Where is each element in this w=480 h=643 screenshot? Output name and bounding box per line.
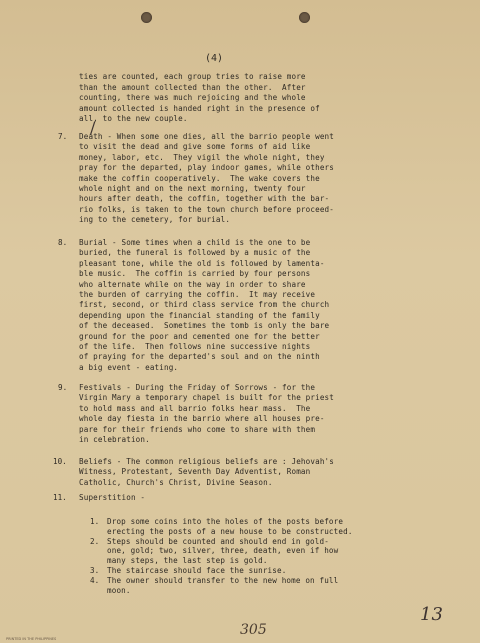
text-line: to hold mass and all barrio folks hear mass. The — [79, 403, 311, 413]
text-line: ble music. The coffin is carried by four persons — [79, 269, 311, 279]
section-number: 9. — [58, 383, 68, 392]
list-item-number: 3. — [90, 566, 100, 575]
text-line: amount collected is handed right in the presence of — [79, 103, 320, 113]
text-line: Festivals - During the Friday of Sorrows - for the — [79, 383, 316, 392]
text-line: Burial - Some times when a child is the one to be — [79, 238, 311, 247]
text-line: Witness, Protestant, Seventh Day Adventist, Roman — [79, 467, 311, 477]
text-line: whole night and on the next morning, twenty four — [79, 184, 306, 193]
text-line: of praying for the departed's soul and on the ninth — [79, 352, 320, 362]
list-item-line: Drop some coins into the holes of the posts before — [107, 517, 344, 526]
text-line: pleasant tone, while the old is followed by lamenta- — [79, 258, 325, 268]
footer-imprint: PRINTED IN THE PHILIPPINES — [6, 637, 57, 641]
list-item-line: The staircase should face the sunrise. — [107, 566, 287, 575]
corner-page-number: 13 — [420, 604, 443, 625]
text-line: to visit the dead and give some forms of aid like — [79, 142, 311, 152]
text-line: counting, there was much rejoicing and the whole — [79, 93, 306, 102]
section-number: 8. — [58, 238, 68, 247]
text-line: buried, the funeral is followed by a music of the — [79, 248, 311, 258]
list-item-line: Steps should be counted and should end in gold- — [107, 536, 329, 546]
text-line: depending upon the financial standing of the family — [79, 310, 320, 320]
text-line: rio folks, is taken to the town church before proceed- — [79, 204, 334, 214]
section-heading: Superstition - — [79, 493, 146, 502]
text-line: ing to the cemetery, for burial. — [79, 215, 231, 225]
section-number: 11. — [53, 493, 67, 502]
text-line: first, second, or third class service from the church — [79, 300, 330, 310]
list-item-line: erecting the posts of a new house to be constructed. — [107, 526, 353, 536]
page-number: (4) — [205, 53, 224, 64]
folio-number: 305 — [240, 622, 267, 638]
list-item-number: 4. — [90, 575, 100, 585]
list-item-line: moon. — [107, 585, 131, 595]
handwritten-check-mark: / — [90, 118, 96, 137]
text-line: ground for the poor and cemented one for the better — [79, 331, 320, 341]
punch-hole — [299, 12, 310, 23]
section-number: 7. — [58, 132, 68, 141]
text-line: make the coffin cooperatively. The wake covers the — [79, 173, 320, 183]
text-line: the burden of carrying the coffin. It may receive — [79, 290, 316, 299]
text-line: of the life. Then follows nine successive nights — [79, 342, 311, 351]
punch-hole — [141, 12, 152, 23]
text-line: Catholic, Church's Christ, Divine Season. — [79, 477, 273, 487]
text-line: pray for the departed, play indoor games, while others — [79, 163, 334, 173]
text-line: who alternate while on the way in order to share — [79, 279, 306, 289]
text-line: pare for their friends who come to share with them — [79, 424, 316, 434]
text-line: all, to the new couple. — [79, 114, 188, 123]
text-line: Death - When some one dies, all the barrio people went — [79, 132, 334, 141]
list-item-number: 2. — [90, 536, 100, 546]
text-line: ties are counted, each group tries to raise more — [79, 72, 306, 81]
text-line: of the deceased. Sometimes the tomb is only the bare — [79, 321, 330, 331]
section-number: 10. — [53, 457, 67, 466]
text-line: in celebration. — [79, 435, 150, 444]
text-line: whole day fiesta in the barrio where all houses pre- — [79, 414, 325, 424]
text-line: hours after death, the coffin, together with the bar- — [79, 194, 330, 204]
list-item-number: 1. — [90, 517, 100, 526]
text-line: a big event - eating. — [79, 362, 179, 372]
list-item-line: one, gold; two, silver, three, death, even if how — [107, 546, 339, 556]
text-line: Beliefs - The common religious beliefs are : Jehovah's — [79, 457, 334, 466]
text-line: Virgin Mary a temporary chapel is built for the priest — [79, 393, 334, 403]
text-line: than the amount collected than the other. After — [79, 82, 306, 92]
text-line: money, labor, etc. They vigil the whole night, they — [79, 152, 325, 162]
list-item-line: many steps, the last step is gold. — [107, 556, 268, 566]
list-item-line: The owner should transfer to the new home on full — [107, 575, 339, 585]
